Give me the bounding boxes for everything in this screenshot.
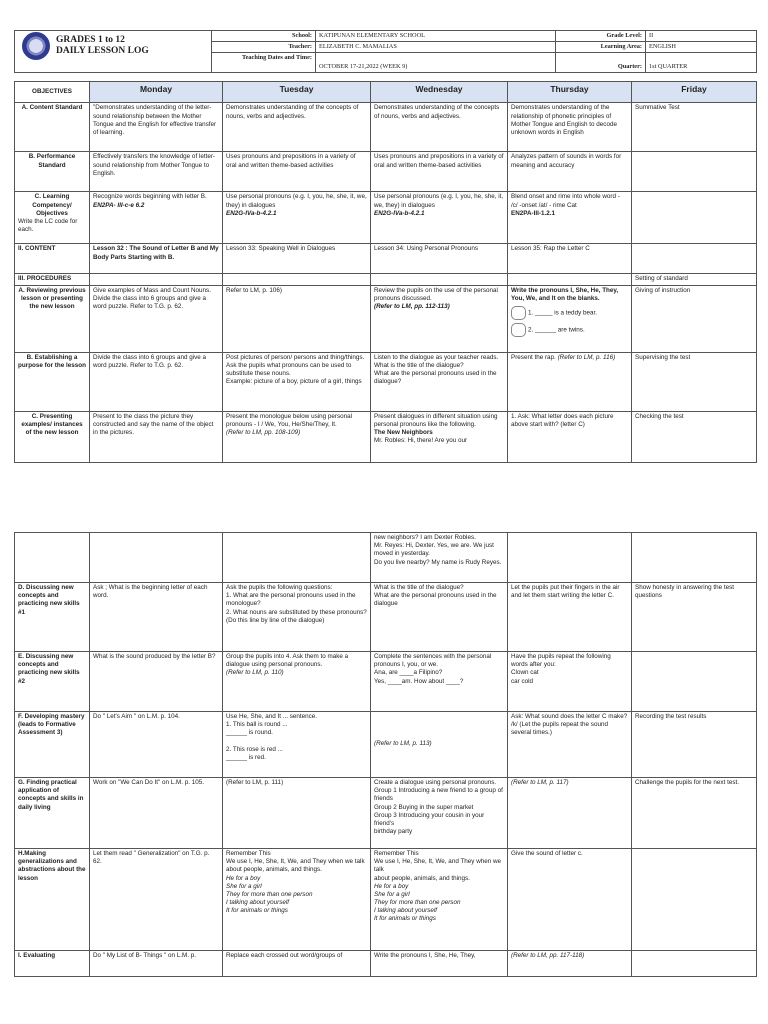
cell-text: Write the pronouns I, She, He, They, You, We, and It on the blanks. <box>511 286 619 302</box>
table-row <box>15 778 757 849</box>
cell: Summative Test <box>632 103 757 152</box>
cell <box>632 849 757 951</box>
school-value: KATIPUNAN ELEMENTARY SCHOOL <box>316 31 556 42</box>
cell: (Refer to LM, p. 117) <box>508 778 632 849</box>
cell <box>632 192 757 244</box>
cell <box>223 274 371 285</box>
cell: Demonstrates understanding of the concepts of nouns, verbs and adjectives. <box>223 103 371 152</box>
table-row <box>15 285 757 352</box>
table-row <box>15 192 757 244</box>
cell: Uses pronouns and prepositions in a variety of oral and written theme-based activities <box>223 152 371 192</box>
table-row <box>15 103 757 152</box>
cell <box>90 533 223 583</box>
lc-code: EN2G-IVa-b-4.2.1 <box>226 209 277 217</box>
cell: Do " Let's Aim " on L.M. p. 104. <box>90 712 223 778</box>
header-table <box>14 30 757 73</box>
lc-code: EN2PA-III-1.2.1 <box>511 209 555 217</box>
table-row <box>15 533 757 583</box>
quarter-value: 1st QUARTER <box>646 53 757 73</box>
gen-item: They for more than one person <box>226 890 313 898</box>
cell <box>508 192 632 244</box>
lm-reference: (Refer to LM, pp. 112-113) <box>374 302 450 310</box>
cell: Effectively transfers the knowledge of letter-sound relationship from Mother Tongue to English. <box>90 152 223 192</box>
cell <box>371 192 508 244</box>
table-row <box>15 652 757 712</box>
row-label: B. Performance Standard <box>15 152 90 192</box>
day-tuesday: Tuesday <box>223 82 371 103</box>
area-value: ENGLISH <box>646 42 757 53</box>
cell: (Refer to LM, p. 113) <box>371 712 508 778</box>
gen-item: They for more than one person <box>374 899 461 907</box>
cell: Challenge the pupils for the next test. <box>632 778 757 849</box>
row-label: C. Presenting examples/ instances of the new lesson <box>15 411 90 462</box>
table-row <box>15 583 757 652</box>
twins-icon <box>511 323 526 337</box>
lc-code: EN2PA- III-c-e 6.2 <box>93 201 145 209</box>
quarter-label: Quarter: <box>556 53 646 73</box>
cell: Lesson 32 : The Sound of Letter B and My Body Parts Starting with B. <box>90 244 223 274</box>
dates-value: OCTOBER 17-21,2022 (WEEK 9) <box>316 53 556 73</box>
teacher-value: ELIZABETH C. MAMALIAS <box>316 42 556 53</box>
table-row <box>15 411 757 462</box>
cell: Ask ; What is the beginning letter of each word. <box>90 583 223 652</box>
cell: Setting of standard <box>632 274 757 285</box>
cell <box>632 533 757 583</box>
day-thursday: Thursday <box>508 82 632 103</box>
school-label: School: <box>212 31 316 42</box>
cell <box>632 951 757 977</box>
cell: Show honesty in answering the test questions <box>632 583 757 652</box>
cell: Ask the pupils the following questions: 1. What are the personal pronouns used in the monologue? 2. What nouns are substituted by these pronouns? (Do this line by line of the dialogue) <box>223 583 371 652</box>
cell <box>223 849 371 951</box>
lesson-table-2 <box>14 532 757 977</box>
cell: Let the pupils put their fingers in the air and let them start writing the letter C. <box>508 583 632 652</box>
table-row <box>15 849 757 951</box>
cell: Present to the class the picture they constructed and say the name of the object in the pictures. <box>90 411 223 462</box>
cell-text: Present the rap. <box>511 353 556 361</box>
day-wednesday: Wednesday <box>371 82 508 103</box>
cell: Listen to the dialogue as your teacher reads. What is the title of the dialogue? What are the personal pronouns used in the dialogue? <box>371 352 508 411</box>
cell: Lesson 33: Speaking Well in Dialogues <box>223 244 371 274</box>
cell: Write the pronouns I, She, He, They, <box>371 951 508 977</box>
cell <box>223 192 371 244</box>
gen-item: He for a boy <box>374 882 409 890</box>
table-row <box>15 152 757 192</box>
cell-text: Present the monologue below using personal pronouns - I / We, You, He/She/They, It. <box>226 412 353 428</box>
row-label: D. Discussing new concepts and practicing new skills #1 <box>15 583 90 652</box>
row-label: I. Evaluating <box>15 951 90 977</box>
table-row <box>15 244 757 274</box>
cell: 1. Ask: What letter does each picture above start with? (letter C) <box>508 411 632 462</box>
cell: Uses pronouns and prepositions in a variety of oral and written theme-based activities <box>371 152 508 192</box>
row-label-competency <box>15 192 90 244</box>
lm-reference: (Refer to LM, pp. 108-109) <box>226 428 301 436</box>
cell: What is the title of the dialogue? What are the personal pronouns used in the dialogue <box>371 583 508 652</box>
cell <box>223 533 371 583</box>
cell: Checking the test <box>632 411 757 462</box>
gen-item: I talking about yourself <box>374 907 438 915</box>
cell: Let them read " Generalization" on T.G. p. 62. <box>90 849 223 951</box>
cell <box>632 152 757 192</box>
row-label: C. Learning Competency/ Objectives <box>32 193 72 217</box>
lesson-log-page-1 <box>14 30 756 463</box>
cell: Giving of instruction <box>632 285 757 352</box>
row-label: A. Reviewing previous lesson or presenting the new lesson <box>15 285 90 352</box>
cell <box>90 192 223 244</box>
row-label: G. Finding practical application of concepts and skills in daily living <box>15 778 90 849</box>
title-block <box>15 31 212 73</box>
cell <box>632 652 757 712</box>
cell: Analyzes pattern of sounds in words for meaning and accuracy <box>508 152 632 192</box>
cell-text: Blend onset and rime into whole word - /c/ -onset /at/ - rime Cat <box>511 193 620 209</box>
gen-item: I talking about yourself <box>226 899 290 907</box>
cell: Divide the class into 6 groups and give a word puzzle. Refer to T.G. p. 62. <box>90 352 223 411</box>
cell-text: Use personal pronouns (e.g. I, you, he, she, it, we, they) in dialogues <box>226 193 367 209</box>
cell: Do " My List of B- Things " on L.M. p. <box>90 951 223 977</box>
title-line-2: DAILY LESSON LOG <box>56 46 149 56</box>
objectives-header: OBJECTIVES <box>15 82 90 103</box>
cell-text: Review the pupils on the use of the personal pronouns discussed. <box>374 286 498 302</box>
area-label: Learning Area: <box>556 42 646 53</box>
cell <box>632 244 757 274</box>
cell: Supervising the test <box>632 352 757 411</box>
cell <box>508 533 632 583</box>
row-label: F. Developing mastery (leads to Formative Assessment 3) <box>15 712 90 778</box>
cell: Use He, She, and It ... sentence. 1. This ball is round ... ______ is round. 2. This rose is red ... ______ is red. <box>223 712 371 778</box>
title-line-1: GRADES 1 to 12 <box>56 34 125 45</box>
cell: Work on "We Can Do It" on L.M. p. 105. <box>90 778 223 849</box>
row-label <box>15 533 90 583</box>
gen-item: She for a girl <box>226 882 262 890</box>
table-row <box>15 951 757 977</box>
cell: (Refer to LM, p. 111) <box>223 778 371 849</box>
cell <box>371 274 508 285</box>
cell: Have the pupils repeat the following words after you: Clown cat car cold <box>508 652 632 712</box>
cell: "Demonstrates understanding of the letter-sound relationship between the Mother Tongue and the English for effective transfer of learning. <box>90 103 223 152</box>
lm-reference: (Refer to LM, p. 116) <box>557 353 616 361</box>
row-label: A. Content Standard <box>15 103 90 152</box>
row-label: H.Making generalizations and abstractions about the lesson <box>15 849 90 951</box>
cell <box>90 274 223 285</box>
lm-reference: (Refer to LM, p. 110) <box>226 669 284 677</box>
cell-text: Present dialogues in different situation using personal pronouns like the following. <box>374 412 498 428</box>
gen-item: He for a boy <box>226 874 261 882</box>
cell: Create a dialogue using personal pronouns. Group 1 Introducing a new friend to a group of friends Group 2 Buying in the super market Group 3 Introducing your cousin in your friend's birthday party <box>371 778 508 849</box>
cell: Demonstrates understanding of the concepts of nouns, verbs and adjectives. <box>371 103 508 152</box>
cell <box>223 652 371 712</box>
gen-item: It for animals or things <box>374 915 436 923</box>
cell: Ask: What sound does the letter C make? /k/ (Let the pupils repeat the sound several times.) <box>508 712 632 778</box>
cell: Post pictures of person/ persons and thing/things. Ask the pupils what pronouns can be used to substitute these nouns. Example: picture of a boy, picture of a girl, things <box>223 352 371 411</box>
teddy-bear-icon <box>511 306 526 320</box>
cell: Refer to LM, p. 106) <box>223 285 371 352</box>
row-label-note: Write the LC code for each. <box>18 217 78 234</box>
lc-code: EN2G-IVa-b-4.2.1 <box>374 209 425 217</box>
cell: Complete the sentences with the personal pronouns I, you, or we. Ana, are ____a Filipino? Yes, ____am. How about ____? <box>371 652 508 712</box>
cell: Replace each crossed out word/groups of <box>223 951 371 977</box>
cell-text: Use personal pronouns (e.g. I, you, he, she, it, we, they) in dialogues <box>374 193 504 209</box>
cell-text: Group the pupils into 4. Ask them to make a dialogue using personal pronouns. <box>226 653 349 669</box>
cell <box>508 274 632 285</box>
cell <box>371 849 508 951</box>
day-monday: Monday <box>90 82 223 103</box>
cell <box>508 285 632 352</box>
cell: Give the sound of letter c. <box>508 849 632 951</box>
teacher-label: Teacher: <box>212 42 316 53</box>
cell: Demonstrates understanding of the relationship of phonetic principles of Mother Tongue and English to decode unknown words in English <box>508 103 632 152</box>
cell: (Refer to LM, pp. 117-118) <box>508 951 632 977</box>
grade-label: Grade Level: <box>556 31 646 42</box>
cell: Lesson 35: Rap the Letter C <box>508 244 632 274</box>
cell <box>508 352 632 411</box>
cell: What is the sound produced by the letter B? <box>90 652 223 712</box>
table-row <box>15 352 757 411</box>
lesson-table-1 <box>14 81 757 462</box>
day-friday: Friday <box>632 82 757 103</box>
row-label: B. Establishing a purpose for the lesson <box>15 352 90 411</box>
table-row <box>15 712 757 778</box>
row-label: E. Discussing new concepts and practicing new skills #2 <box>15 652 90 712</box>
grade-value: II <box>646 31 757 42</box>
deped-seal-icon <box>22 32 50 60</box>
cell <box>371 411 508 462</box>
dialogue-title: The New Neighbors <box>374 428 433 436</box>
lesson-log-page-2 <box>14 532 756 977</box>
cell-text: Remember This We use I, He, She, It, We, and They when we talk about people, animals, and things. <box>226 850 365 874</box>
cell <box>371 285 508 352</box>
cell-text: Recognize words beginning with letter B. <box>93 193 207 201</box>
gen-item: It for animals or things <box>226 907 288 915</box>
cell <box>223 411 371 462</box>
blank-item: 2. ______ are twins. <box>528 326 585 334</box>
cell: Lesson 34: Using Personal Pronouns <box>371 244 508 274</box>
cell: new neighbors? I am Dexter Robles. Mr. Reyes: Hi, Dexter. Yes, we are. We just moved in yesterday. Do you live nearby? My name is Rudy Reyes. <box>371 533 508 583</box>
row-label: II. CONTENT <box>15 244 90 274</box>
cell: Give examples of Mass and Count Nouns. Divide the class into 6 groups and give a word puzzle. Refer to T.G. p. 62. <box>90 285 223 352</box>
cell-text: Remember This We use I, He, She, It, We, and They when we talk about people, animals, and things. <box>374 850 502 882</box>
dates-label: Teaching Dates and Time: <box>212 53 316 73</box>
table-row <box>15 274 757 285</box>
row-label: III. PROCEDURES <box>15 274 90 285</box>
dialogue-line: Mr. Robles: Hi, there! Are you our <box>374 437 468 445</box>
cell: Recording the test results <box>632 712 757 778</box>
blank-item: 1. _____ is a teddy bear. <box>528 309 597 317</box>
gen-item: She for a girl <box>374 890 410 898</box>
